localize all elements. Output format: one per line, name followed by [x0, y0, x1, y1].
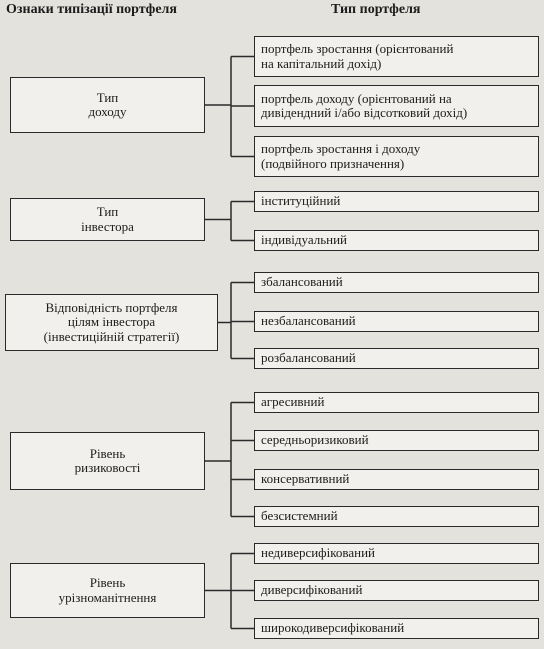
category-box — [10, 432, 205, 490]
header-right: Тип портфеля — [331, 2, 421, 17]
header-left: Ознаки типізації портфеля — [6, 2, 177, 17]
option-box-label: консервативний — [261, 471, 350, 487]
option-box-label: диверсифікований — [261, 582, 363, 598]
option-box — [254, 506, 539, 527]
category-box-label: Тип доходу — [88, 89, 127, 119]
option-box-label: портфель зростання і доходу (подвійного призначення) — [261, 141, 421, 171]
option-box-label: збалансований — [261, 274, 343, 290]
option-box — [254, 311, 539, 332]
option-box — [254, 392, 539, 413]
category-box — [10, 198, 205, 241]
option-box-label: інституційний — [261, 193, 341, 209]
category-box-label: Відповідність портфеля цілям інвестора (інвестиційній стратегії) — [43, 300, 180, 344]
option-box — [254, 191, 539, 212]
option-box-label: індивідуальний — [261, 232, 348, 248]
option-box-label: незбалансований — [261, 313, 356, 329]
option-box-label: агресивний — [261, 394, 325, 410]
category-box-label: Рівень ризиковості — [74, 445, 141, 475]
option-box — [254, 136, 539, 177]
option-box — [254, 580, 539, 601]
category-box-label: Рівень урізноманітнення — [58, 575, 157, 605]
option-box-label: недиверсифікований — [261, 545, 375, 561]
option-box — [254, 85, 539, 127]
option-box-label: портфель доходу (орієнтований на дивідендний і/або відсотковий дохід) — [261, 90, 468, 120]
option-box — [254, 618, 539, 639]
option-box — [254, 430, 539, 451]
category-box-label: Тип інвестора — [81, 204, 134, 234]
option-box — [254, 36, 539, 77]
category-box — [5, 294, 218, 351]
option-box — [254, 230, 539, 251]
option-box — [254, 272, 539, 293]
option-box — [254, 543, 539, 564]
option-box — [254, 348, 539, 369]
option-box-label: розбалансований — [261, 350, 356, 366]
option-box-label: безсистемний — [261, 508, 338, 524]
option-box-label: середньоризиковий — [261, 432, 369, 448]
category-box — [10, 563, 205, 618]
option-box — [254, 469, 539, 490]
option-box-label: портфель зростання (орієнтований на капітальний дохід) — [261, 41, 454, 71]
category-box — [10, 77, 205, 133]
option-box-label: широкодиверсифікований — [261, 620, 405, 636]
